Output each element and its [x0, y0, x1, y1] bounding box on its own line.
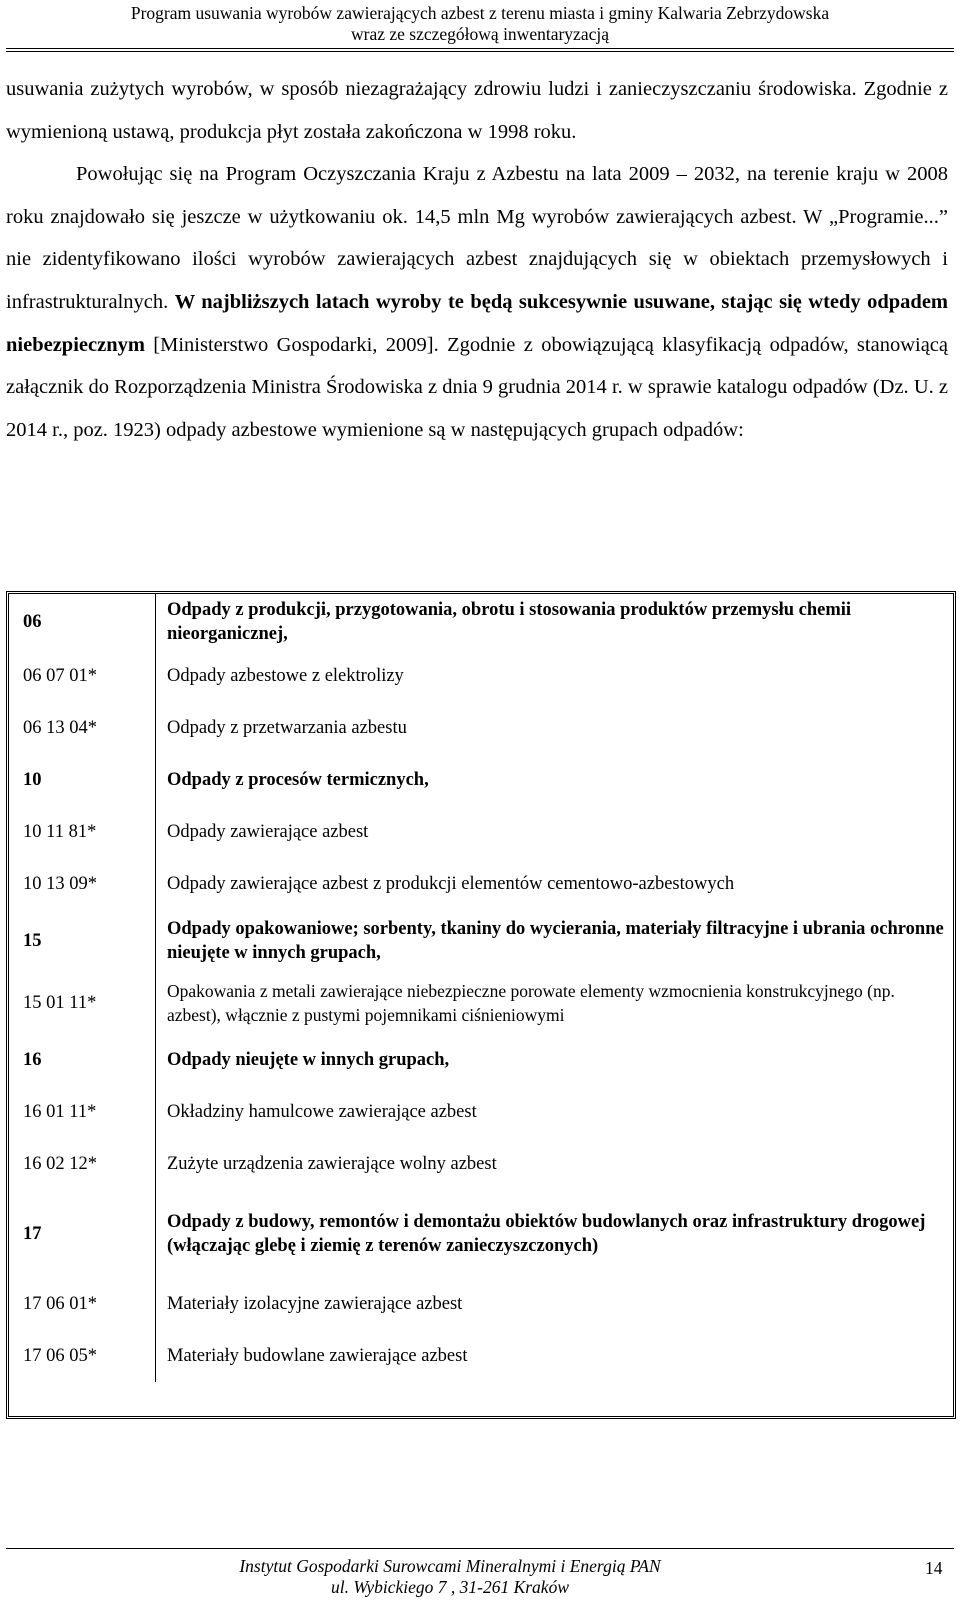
page-number: 14: [925, 1558, 943, 1578]
waste-code: 17 06 01*: [23, 1294, 97, 1314]
waste-description: Odpady zawierające azbest: [156, 806, 954, 858]
paragraph-2: [6, 153, 948, 451]
waste-code: 10 11 81*: [23, 822, 97, 842]
table-row: [9, 1086, 953, 1138]
waste-description: Odpady opakowaniowe; sorbenty, tkaniny do wycierania, materiały filtracyjne i ubrania ochronne nieujęte w innych grupach,: [156, 910, 954, 972]
waste-description: Zużyte urządzenia zawierające wolny azbest: [156, 1138, 954, 1190]
waste-description: Opakowania z metali zawierające niebezpieczne porowate elementy wzmocnienia konstrukcyjnego (np. azbest), włącznie z pustymi pojemnikami ciśnieniowymi: [156, 972, 954, 1034]
waste-code: 06 13 04*: [23, 718, 97, 738]
table-row: [9, 858, 953, 910]
waste-description: Odpady azbestowe z elektrolizy: [156, 650, 954, 702]
paragraph-2-end: [Ministerstwo Gospodarki, 2009]. Zgodnie z obowiązującą klasyfikacją odpadów, stanowiącą załącznik do Rozporządzenia Ministra Środowiska z dnia 9 grudnia 2014 r. w sprawie katalogu odpadów (Dz. U. z 2014 r., poz. 1923) odpady azbestowe wymienione są w następujących grupach odpadów:: [6, 333, 948, 441]
table-row: [9, 1190, 953, 1278]
institute-address: ul. Wybickiego 7 , 31-261 Kraków: [330, 1577, 569, 1597]
table-row: [9, 910, 953, 972]
footer-institute: [0, 1556, 900, 1598]
footer-rule: [6, 1548, 954, 1549]
table-row: [9, 806, 953, 858]
page-header: [0, 0, 960, 45]
waste-code: 06: [23, 612, 42, 632]
waste-codes-table: [6, 591, 956, 1419]
waste-description: Odpady z procesów termicznych,: [156, 754, 954, 806]
header-title: Program usuwania wyrobów zawierających azbest z terenu miasta i gminy Kalwaria Zebrzydowska: [130, 3, 830, 23]
table-row: [9, 1330, 953, 1382]
institute-name: Instytut Gospodarki Surowcami Mineralnymi i Energią PAN: [239, 1556, 661, 1576]
waste-code: 15: [23, 931, 42, 951]
waste-description: Odpady z przetwarzania azbestu: [156, 702, 954, 754]
body-text: [6, 68, 948, 451]
table-row: [9, 972, 953, 1034]
waste-code: 15 01 11*: [23, 993, 97, 1013]
waste-code: 16 01 11*: [23, 1102, 97, 1122]
table-row: [9, 1034, 953, 1086]
header-subtitle: wraz ze szczegółową inwentaryzacją: [351, 24, 609, 44]
table-row: [9, 1278, 953, 1330]
table-row: [9, 1138, 953, 1190]
waste-code: 10: [23, 770, 42, 790]
waste-code: 16: [23, 1050, 42, 1070]
waste-description: Odpady nieujęte w innych grupach,: [156, 1034, 954, 1086]
paragraph-2-bold: W najbliższych latach wyroby te będą sukcesywnie usuwane, stając się wtedy odpadem niebezpiecznym: [6, 290, 948, 356]
waste-code: 17 06 05*: [23, 1346, 97, 1366]
waste-description: Okładziny hamulcowe zawierające azbest: [156, 1086, 954, 1138]
waste-code: 10 13 09*: [23, 874, 97, 894]
waste-code: 16 02 12*: [23, 1154, 97, 1174]
header-rule-bottom: [6, 51, 954, 52]
waste-description: Odpady zawierające azbest z produkcji elementów cementowo-azbestowych: [156, 858, 954, 910]
table-row: [9, 754, 953, 806]
waste-description: Odpady z budowy, remontów i demontażu obiektów budowlanych oraz infrastruktury drogowej (włączając glebę i ziemię z terenów zanieczyszczonych): [156, 1190, 954, 1278]
waste-description: Materiały budowlane zawierające azbest: [156, 1330, 954, 1382]
waste-description: Odpady z produkcji, przygotowania, obrotu i stosowania produktów przemysłu chemii nieorganicznej,: [156, 594, 954, 650]
table-row: [9, 702, 953, 754]
paragraph-1: usuwania zużytych wyrobów, w sposób niezagrażający zdrowiu ludzi i zanieczyszczaniu środowiska. Zgodnie z wymienioną ustawą, produkcja płyt została zakończona w 1998 roku.: [6, 78, 948, 143]
paragraph-2-text: Powołując się na Program Oczyszczania Kraju z Azbestu na lata 2009 – 2032, na terenie kraju w 2008 roku znajdowało się jeszcze w użytkowaniu ok. 14,5 mln Mg wyrobów zawierających azbest. W „Programie...” nie zidentyfikowano ilości wyrobów zawierających azbest znajdujących się w obiektach przemysłowych i infrastrukturalnych.: [6, 163, 948, 313]
waste-description: Materiały izolacyjne zawierające azbest: [156, 1278, 954, 1330]
header-rule-top: [6, 48, 954, 49]
table-row: [9, 594, 953, 650]
waste-code: 06 07 01*: [23, 666, 97, 686]
waste-code: 17: [23, 1224, 42, 1244]
table-row: [9, 650, 953, 702]
